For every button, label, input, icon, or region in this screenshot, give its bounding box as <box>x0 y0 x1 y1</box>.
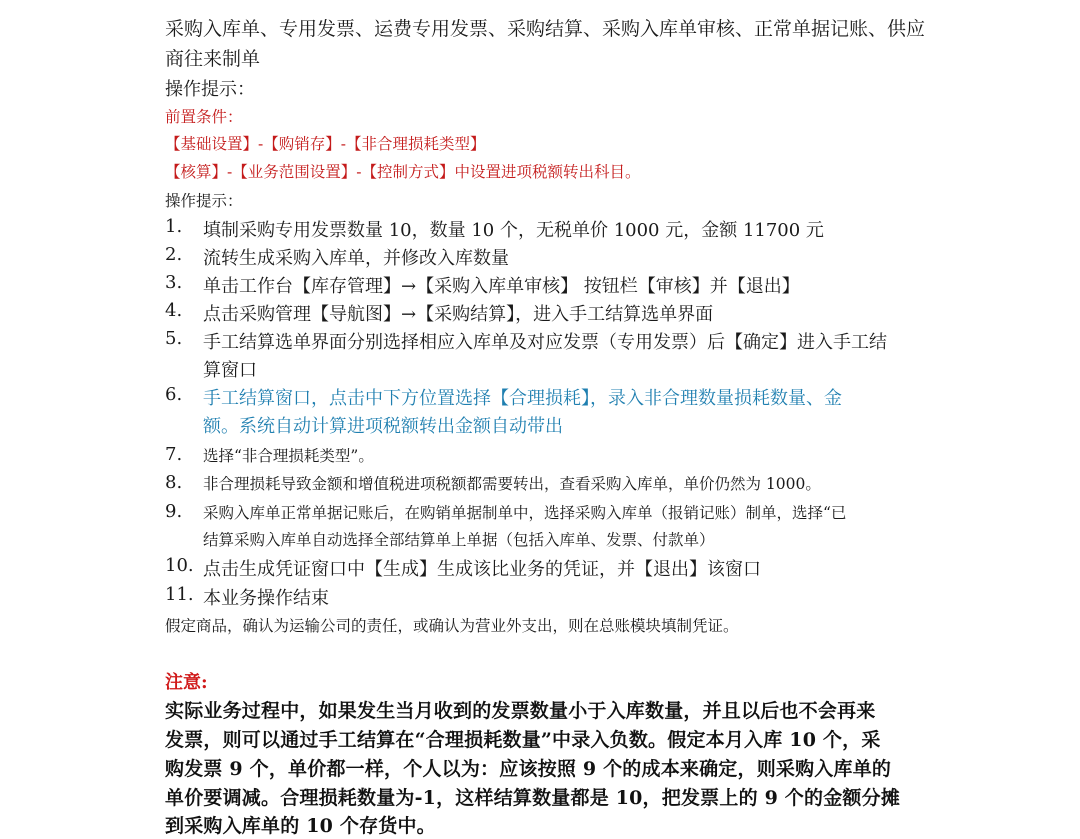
step-number: 3. <box>165 272 183 293</box>
step-text: 本业务操作结束 <box>203 588 329 609</box>
step-item <box>165 272 865 296</box>
step-item <box>165 216 865 240</box>
note-line: 单价要调减。合理损耗数量为-1，这样结算数量都是 10，把发票上的 9 个的金额分摊 <box>165 787 901 809</box>
note-line: 到采购入库单的 10 个存货中。 <box>165 815 436 837</box>
step-number: 1. <box>165 216 183 237</box>
tip-heading: 操作提示： <box>165 79 255 100</box>
steps-heading: 操作提示： <box>165 192 243 210</box>
step-text: 点击生成凭证窗口中【生成】生成该比业务的凭证，并【退出】该窗口 <box>203 559 761 580</box>
step-item <box>165 384 925 436</box>
footnote: 假定商品，确认为运输公司的责任，或确认为营业外支出，则在总账模块填制凭证。 <box>165 617 739 635</box>
step-text: 选择“非合理损耗类型”。 <box>203 447 374 465</box>
step-item <box>165 501 925 551</box>
step-text: 单击工作台【库存管理】→【采购入库单审核】 按钮栏【审核】并【退出】 <box>203 276 800 297</box>
step-number: 10. <box>165 555 194 576</box>
step-item <box>165 300 865 324</box>
step-item <box>165 244 865 268</box>
step-number: 11. <box>165 584 194 605</box>
preconditions-line-2: 【核算】-【业务范围设置】-【控制方式】中设置进项税额转出科目。 <box>165 163 641 181</box>
step-text: 流转生成采购入库单，并修改入库数量 <box>203 248 509 269</box>
step-text: 填制采购专用发票数量 10，数量 10 个，无税单价 1000 元，金额 11700 元 <box>203 220 824 241</box>
step-text-continued: 结算采购入库单自动选择全部结算单上单据（包括入库单、发票、付款单） <box>203 531 715 549</box>
step-item <box>165 472 865 494</box>
step-text: 非合理损耗导致金额和增值税进项税额都需要转出，查看采购入库单，单价仍然为 1000。 <box>203 475 821 493</box>
step-text: 手工结算选单界面分别选择相应入库单及对应发票（专用发票）后【确定】进入手工结 <box>203 332 887 353</box>
step-number: 9. <box>165 501 183 522</box>
step-number: 2. <box>165 244 183 265</box>
step-number: 4. <box>165 300 183 321</box>
step-text: 采购入库单正常单据记账后，在购销单据制单中，选择采购入库单（报销记账）制单，选择“已 <box>203 504 847 522</box>
intro-line-1: 采购入库单、专用发票、运费专用发票、采购结算、采购入库单审核、正常单据记账、供应 <box>165 18 926 40</box>
step-item <box>165 555 865 579</box>
step-item <box>165 584 865 608</box>
step-text-continued: 算窗口 <box>203 360 257 381</box>
note-title: 注意: <box>165 672 208 693</box>
step-number: 7. <box>165 444 183 465</box>
note-line: 实际业务过程中，如果发生当月收到的发票数量小于入库数量，并且以后也不会再来 <box>165 700 876 722</box>
step-text: 点击采购管理【导航图】→【采购结算】，进入手工结算选单界面 <box>203 304 714 325</box>
note-line: 购发票 9 个，单价都一样，个人以为：应该按照 9 个的成本来确定，则采购入库单的 <box>165 758 892 780</box>
step-number: 5. <box>165 328 183 349</box>
preconditions-heading: 前置条件： <box>165 108 243 126</box>
preconditions-line-1: 【基础设置】-【购销存】-【非合理损耗类型】 <box>165 135 486 153</box>
intro-line-2: 商往来制单 <box>165 48 261 70</box>
step-text-continued: 额。系统自动计算进项税额转出金额自动带出 <box>203 416 563 437</box>
note-line: 发票，则可以通过手工结算在“合理损耗数量”中录入负数。假定本月入库 10 个，采 <box>165 729 881 751</box>
step-number: 6. <box>165 384 183 405</box>
step-item <box>165 328 925 380</box>
step-text: 手工结算窗口，点击中下方位置选择【合理损耗】，录入非合理数量损耗数量、金 <box>203 388 842 409</box>
step-number: 8. <box>165 472 183 493</box>
step-item <box>165 444 865 466</box>
